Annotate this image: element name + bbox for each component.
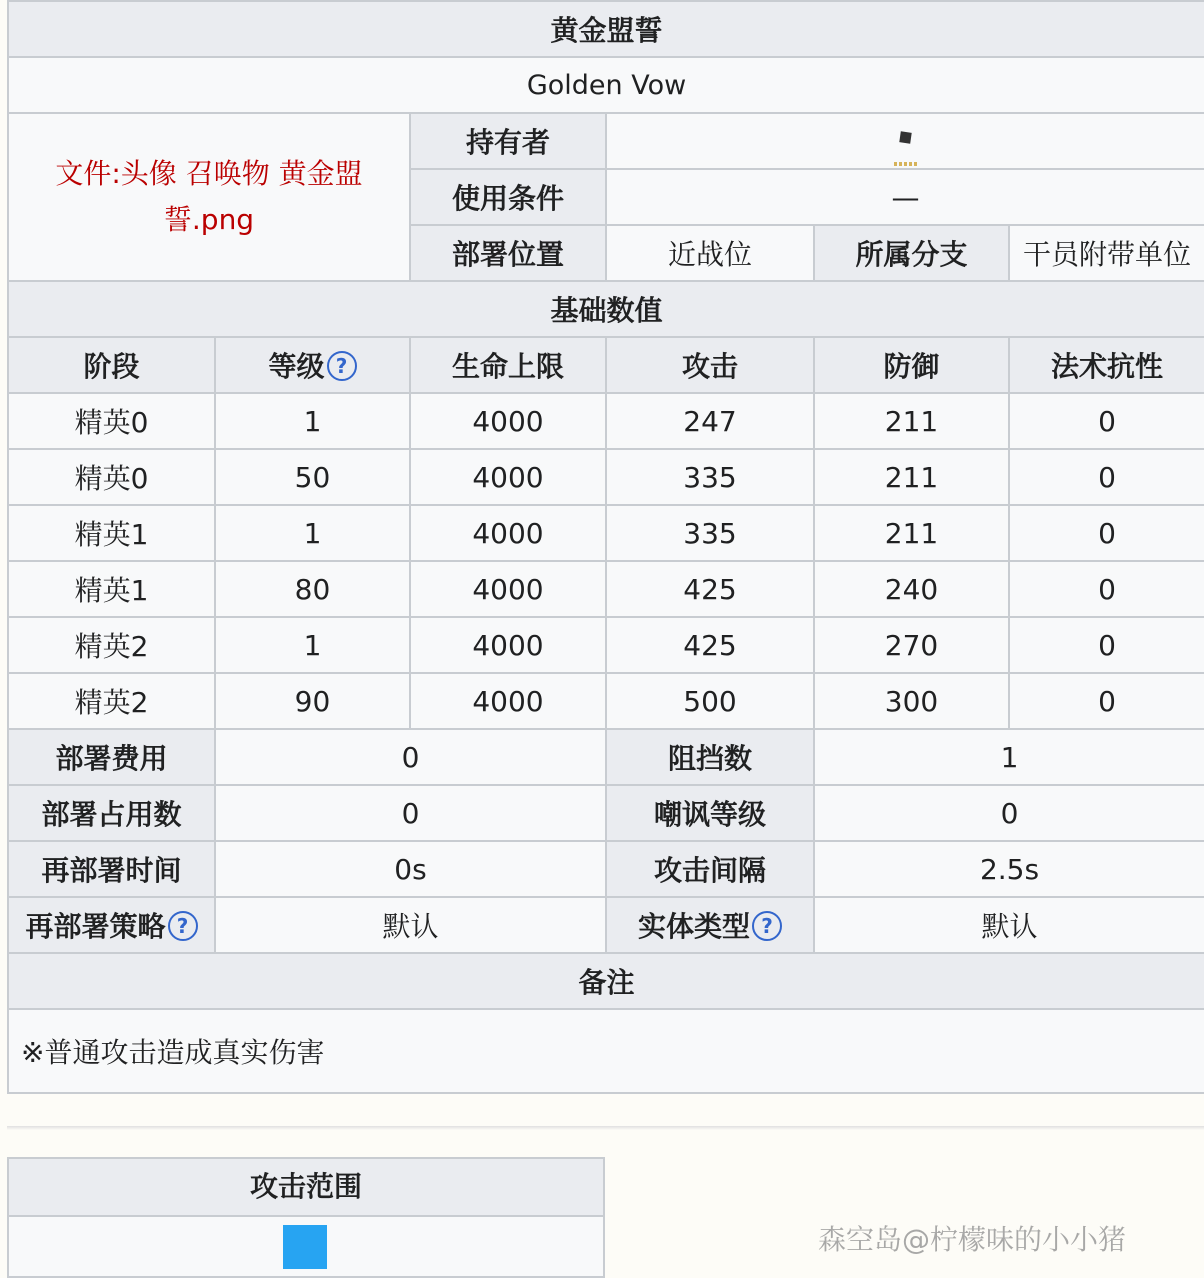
- position-label: 部署位置: [410, 225, 606, 281]
- stats-cell: 精英0: [8, 449, 215, 505]
- attack-range-box: [7, 1157, 605, 1278]
- level-help-icon[interactable]: ?: [327, 351, 357, 381]
- stats-cell: 4000: [410, 393, 606, 449]
- stats-cell: 500: [606, 673, 814, 729]
- stats-cell: 300: [814, 673, 1009, 729]
- avatar-file-link[interactable]: 文件:头像 召唤物 黄金盟誓.png: [8, 113, 410, 281]
- stats-cell: 1: [215, 393, 410, 449]
- stats-row: [8, 561, 1204, 617]
- stats-cell: 1: [215, 617, 410, 673]
- stats-cell: 精英1: [8, 505, 215, 561]
- branch-label: 所属分支: [814, 225, 1009, 281]
- notes-title: 备注: [8, 953, 1204, 1009]
- condition-label: 使用条件: [410, 169, 606, 225]
- stats-cell: 50: [215, 449, 410, 505]
- watermark-user: @柠檬味的小小猪: [902, 1223, 1127, 1256]
- owner-thumbnail-icon: [894, 162, 918, 166]
- stats-cell: 4000: [410, 617, 606, 673]
- summon-infobox: [7, 0, 1204, 1094]
- stats-cell: 335: [606, 449, 814, 505]
- watermark-brand: 森空岛: [818, 1223, 903, 1256]
- branch-value: 干员附带单位: [1009, 225, 1204, 281]
- stats-cell: 211: [814, 393, 1009, 449]
- owner-broken-image-icon[interactable]: [899, 131, 911, 143]
- stats-cell: 4000: [410, 561, 606, 617]
- stats-cell: 精英1: [8, 561, 215, 617]
- stats-cell: 0: [1009, 505, 1204, 561]
- stats-row: [8, 505, 1204, 561]
- attack-range-cell: [283, 1225, 327, 1269]
- entity-value: 默认: [814, 897, 1204, 953]
- attack-range-title: 攻击范围: [9, 1159, 603, 1217]
- stats-header-level-label: 等级: [268, 350, 325, 383]
- entity-label: 实体类型: [637, 910, 750, 943]
- stats-row: [8, 617, 1204, 673]
- strategy-value: 默认: [215, 897, 606, 953]
- stats-cell: 270: [814, 617, 1009, 673]
- stats-header-hp: 生命上限: [410, 337, 606, 393]
- stats-cell: 80: [215, 561, 410, 617]
- taunt-label: 嘲讽等级: [606, 785, 814, 841]
- stats-row: [8, 673, 1204, 729]
- interval-value: 2.5s: [814, 841, 1204, 897]
- english-name: Golden Vow: [8, 57, 1204, 113]
- stats-cell: 0: [1009, 449, 1204, 505]
- entity-header: [606, 897, 814, 953]
- block-label: 阻挡数: [606, 729, 814, 785]
- interval-label: 攻击间隔: [606, 841, 814, 897]
- stats-cell: 240: [814, 561, 1009, 617]
- cost-label: 部署费用: [8, 729, 215, 785]
- notes-text: ※普通攻击造成真实伤害: [8, 1009, 1204, 1093]
- stats-header-res: 法术抗性: [1009, 337, 1204, 393]
- stats-cell: 4000: [410, 673, 606, 729]
- stats-cell: 0: [1009, 393, 1204, 449]
- owner-label: 持有者: [410, 113, 606, 169]
- stats-cell: 0: [1009, 673, 1204, 729]
- stats-header-atk: 攻击: [606, 337, 814, 393]
- redeploy-value: 0s: [215, 841, 606, 897]
- stats-cell: 4000: [410, 505, 606, 561]
- stats-cell: 247: [606, 393, 814, 449]
- strategy-header: [8, 897, 215, 953]
- stats-cell: 425: [606, 561, 814, 617]
- stats-cell: 精英2: [8, 673, 215, 729]
- stats-cell: 精英0: [8, 393, 215, 449]
- strategy-help-icon[interactable]: ?: [168, 911, 198, 941]
- stats-title: 基础数值: [8, 281, 1204, 337]
- condition-value: —: [606, 169, 1204, 225]
- cost-value: 0: [215, 729, 606, 785]
- taunt-value: 0: [814, 785, 1204, 841]
- watermark: [818, 1218, 1126, 1258]
- stats-cell: 211: [814, 505, 1009, 561]
- owner-value[interactable]: [606, 113, 1204, 169]
- stats-row: [8, 393, 1204, 449]
- stats-cell: 4000: [410, 449, 606, 505]
- occupy-label: 部署占用数: [8, 785, 215, 841]
- occupy-value: 0: [215, 785, 606, 841]
- stats-row: [8, 449, 1204, 505]
- stats-cell: 0: [1009, 617, 1204, 673]
- stats-header-level: [215, 337, 410, 393]
- stats-cell: 0: [1009, 561, 1204, 617]
- infobox-title: 黄金盟誓: [8, 1, 1204, 57]
- stats-cell: 425: [606, 617, 814, 673]
- infobox-shadow: [7, 1126, 1204, 1130]
- redeploy-label: 再部署时间: [8, 841, 215, 897]
- block-value: 1: [814, 729, 1204, 785]
- position-value: 近战位: [606, 225, 814, 281]
- stats-cell: 211: [814, 449, 1009, 505]
- stats-header-stage: 阶段: [8, 337, 215, 393]
- stats-cell: 1: [215, 505, 410, 561]
- stats-cell: 精英2: [8, 617, 215, 673]
- stats-cell: 335: [606, 505, 814, 561]
- entity-help-icon[interactable]: ?: [752, 911, 782, 941]
- strategy-label: 再部署策略: [25, 910, 166, 943]
- stats-cell: 90: [215, 673, 410, 729]
- stats-header-def: 防御: [814, 337, 1009, 393]
